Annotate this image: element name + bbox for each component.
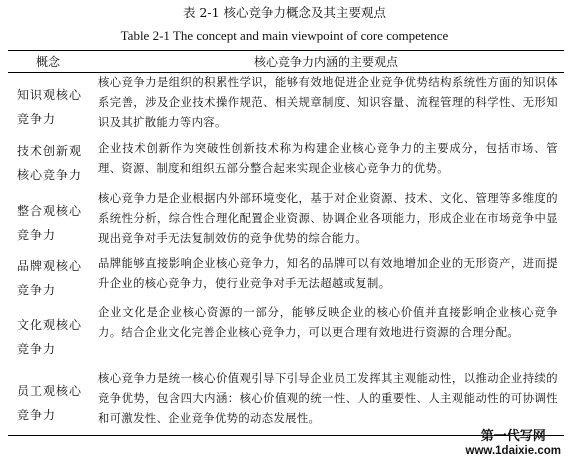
concept-cell: 品牌观核心竞争力 [17, 259, 83, 297]
table-row [8, 254, 564, 303]
table-row [8, 73, 564, 139]
table-caption-english: Table 2-1 The concept and main viewpoint of core competence [120, 28, 449, 43]
header-viewpoint: 核心竞争力内涵的主要观点 [253, 55, 398, 69]
site-watermark [466, 430, 561, 458]
concept-table [8, 50, 564, 436]
table-row [8, 189, 564, 254]
concept-cell: 技术创新观核心竞争力 [17, 144, 83, 182]
viewpoint-cell: 企业文化是企业核心资源的一部分，能够反映企业的核心价值并直接影响企业核心竞争力。结合企业文化完善企业核心竞争力，可以更合理有效地进行资源的合理分配。 [98, 306, 558, 339]
table-row [8, 369, 564, 435]
viewpoint-cell: 品牌能够直接影响企业核心竞争力，知名的品牌可以有效地增加企业的无形资产，进而提升企业的核心竞争力，使行业竞争对手无法超越或复制。 [98, 257, 558, 290]
watermark-url: www.1daixie.com [465, 445, 561, 457]
viewpoint-cell: 核心竞争力是企业根据内外部环境变化，基于对企业资源、技术、文化、管理等多维度的系统性分析，综合性合理化配置企业资源、协调企业各项能力，形成企业在市场竞争中显现出竞争对手无法复制效仿的竞争优势的综合能力。 [98, 192, 558, 245]
watermark-title: 第一代写网 [480, 429, 546, 444]
table-header-row [8, 51, 564, 73]
header-concept: 概念 [35, 55, 60, 69]
concept-cell: 文化观核心竞争力 [17, 318, 83, 356]
concept-cell: 整合观核心竞争力 [17, 204, 83, 242]
viewpoint-cell: 企业技术创新作为突破性创新技术称为构建企业核心竞争力的主要成分，包括市场、管理、资源、制度和组织五部分整合起来实现企业核心竞争力的优势。 [98, 142, 558, 175]
viewpoint-cell: 核心竞争力是统一核心价值观引导下引导企业员工发挥其主观能动性，以推动企业持续的竞争优势，包含四大内涵：核心价值观的统一性、人的重要性、人主观能动性的可协调性和可激发性、企业竞争优势的动态发展性。 [98, 372, 558, 425]
concept-cell: 知识观核心竞争力 [17, 88, 83, 126]
table-caption-chinese: 表 2-1 核心竞争力概念及其主要观点 [182, 5, 387, 20]
table-row [8, 303, 564, 369]
viewpoint-cell: 核心竞争力是组织的积累性学识，能够有效地促进企业竞争优势结构系统性方面的知识体系完善，涉及企业技术操作规范、相关规章制度、知识容量、流程管理的科学性、无形知识及其扩散能力等内容。 [98, 76, 558, 129]
concept-cell: 员工观核心竞争力 [17, 384, 83, 422]
table-row [8, 139, 564, 189]
